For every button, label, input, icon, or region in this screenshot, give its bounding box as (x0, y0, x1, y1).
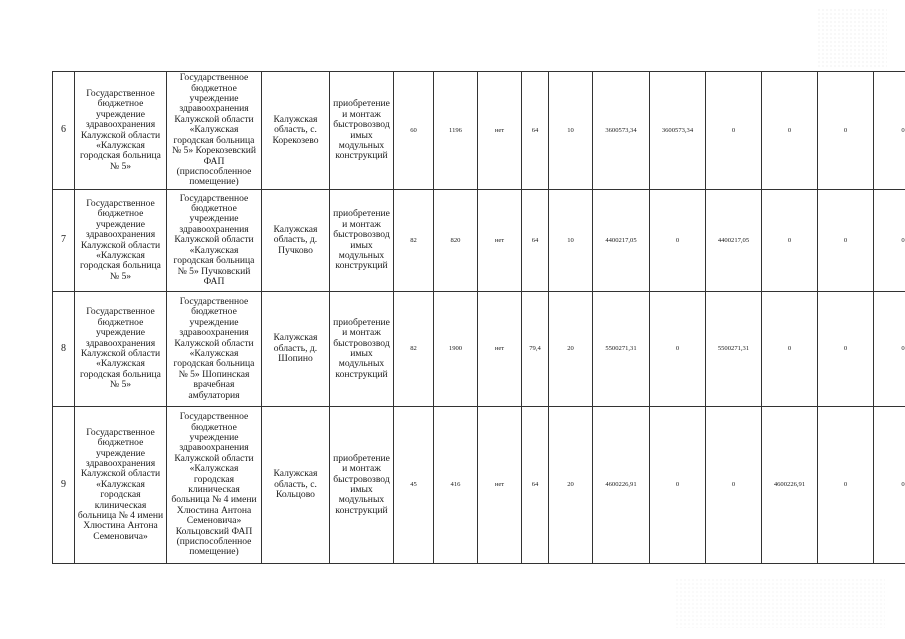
facility-cell: Государственное бюджетное учреждение здравоохранения Калужской области «Калужская городская больница № 5» Корекозевский ФАП (приспособленное помещение) (167, 72, 262, 190)
value-cell: 60 (394, 72, 434, 190)
works-cell: приобретение и монтаж быстровозводимых модульных конструкций (330, 292, 394, 407)
institution-cell: Государственное бюджетное учреждение здравоохранения Калужской области «Калужская городская больница № 5» (75, 190, 167, 292)
value-cell: нет (478, 292, 522, 407)
value-cell: 3600573,34 (593, 72, 650, 190)
value-cell: нет (478, 407, 522, 564)
works-cell: приобретение и монтаж быстровозводимых модульных конструкций (330, 72, 394, 190)
value-cell: 0 (874, 292, 905, 407)
scan-artifact (675, 578, 885, 628)
table-row (53, 292, 905, 407)
row-index: 6 (53, 72, 75, 190)
value-cell: 0 (818, 72, 874, 190)
facility-cell: Государственное бюджетное учреждение здравоохранения Калужской области «Калужская городская клиническая больница № 4 имени Хлюстина Антона Семеновича» Кольцовский ФАП (приспособленное помещение) (167, 407, 262, 564)
value-cell: 45 (394, 407, 434, 564)
location-cell: Калужская область, с. Кольцово (262, 407, 330, 564)
value-cell: 0 (762, 72, 818, 190)
value-cell: 5500271,31 (706, 292, 762, 407)
value-cell: 0 (818, 292, 874, 407)
location-cell: Калужская область, д. Пучково (262, 190, 330, 292)
value-cell: 64 (522, 190, 549, 292)
value-cell: 0 (650, 407, 706, 564)
value-cell: 416 (434, 407, 478, 564)
value-cell: 64 (522, 407, 549, 564)
scan-artifact (817, 8, 887, 68)
value-cell: нет (478, 190, 522, 292)
value-cell: 0 (650, 292, 706, 407)
institution-cell: Государственное бюджетное учреждение здравоохранения Калужской области «Калужская городская клиническая больница № 4 имени Хлюстина Антона Семеновича» (75, 407, 167, 564)
value-cell: 4600226,91 (593, 407, 650, 564)
table-row (53, 72, 905, 190)
value-cell: 1900 (434, 292, 478, 407)
value-cell: 20 (549, 407, 593, 564)
value-cell: 79,4 (522, 292, 549, 407)
value-cell: 0 (762, 190, 818, 292)
value-cell: 10 (549, 72, 593, 190)
value-cell: 820 (434, 190, 478, 292)
institution-cell: Государственное бюджетное учреждение здравоохранения Калужской области «Калужская городская больница № 5» (75, 72, 167, 190)
row-index: 8 (53, 292, 75, 407)
location-cell: Калужская область, д. Шопино (262, 292, 330, 407)
works-cell: приобретение и монтаж быстровозводимых модульных конструкций (330, 407, 394, 564)
value-cell: 0 (762, 292, 818, 407)
value-cell: 1196 (434, 72, 478, 190)
value-cell: 5500271,31 (593, 292, 650, 407)
works-cell: приобретение и монтаж быстровозводимых модульных конструкций (330, 190, 394, 292)
value-cell: 0 (874, 72, 905, 190)
institution-cell: Государственное бюджетное учреждение здравоохранения Калужской области «Калужская городская больница № 5» (75, 292, 167, 407)
value-cell: 0 (818, 190, 874, 292)
value-cell: 0 (706, 72, 762, 190)
table-row (53, 407, 905, 564)
value-cell: 0 (874, 407, 905, 564)
value-cell: 0 (874, 190, 905, 292)
value-cell: 0 (818, 407, 874, 564)
value-cell: 4600226,91 (762, 407, 818, 564)
value-cell: 3600573,34 (650, 72, 706, 190)
value-cell: 4400217,05 (593, 190, 650, 292)
value-cell: 82 (394, 292, 434, 407)
value-cell: 64 (522, 72, 549, 190)
value-cell: 0 (650, 190, 706, 292)
value-cell: нет (478, 72, 522, 190)
facility-cell: Государственное бюджетное учреждение здравоохранения Калужской области «Калужская городская больница № 5» Шопинская врачебная амбулатория (167, 292, 262, 407)
facilities-table (52, 71, 905, 564)
value-cell: 10 (549, 190, 593, 292)
location-cell: Калужская область, с. Корекозево (262, 72, 330, 190)
facility-cell: Государственное бюджетное учреждение здравоохранения Калужской области «Калужская городская больница № 5» Пучковский ФАП (167, 190, 262, 292)
value-cell: 20 (549, 292, 593, 407)
row-index: 7 (53, 190, 75, 292)
value-cell: 82 (394, 190, 434, 292)
table-row (53, 190, 905, 292)
row-index: 9 (53, 407, 75, 564)
value-cell: 4400217,05 (706, 190, 762, 292)
value-cell: 0 (706, 407, 762, 564)
